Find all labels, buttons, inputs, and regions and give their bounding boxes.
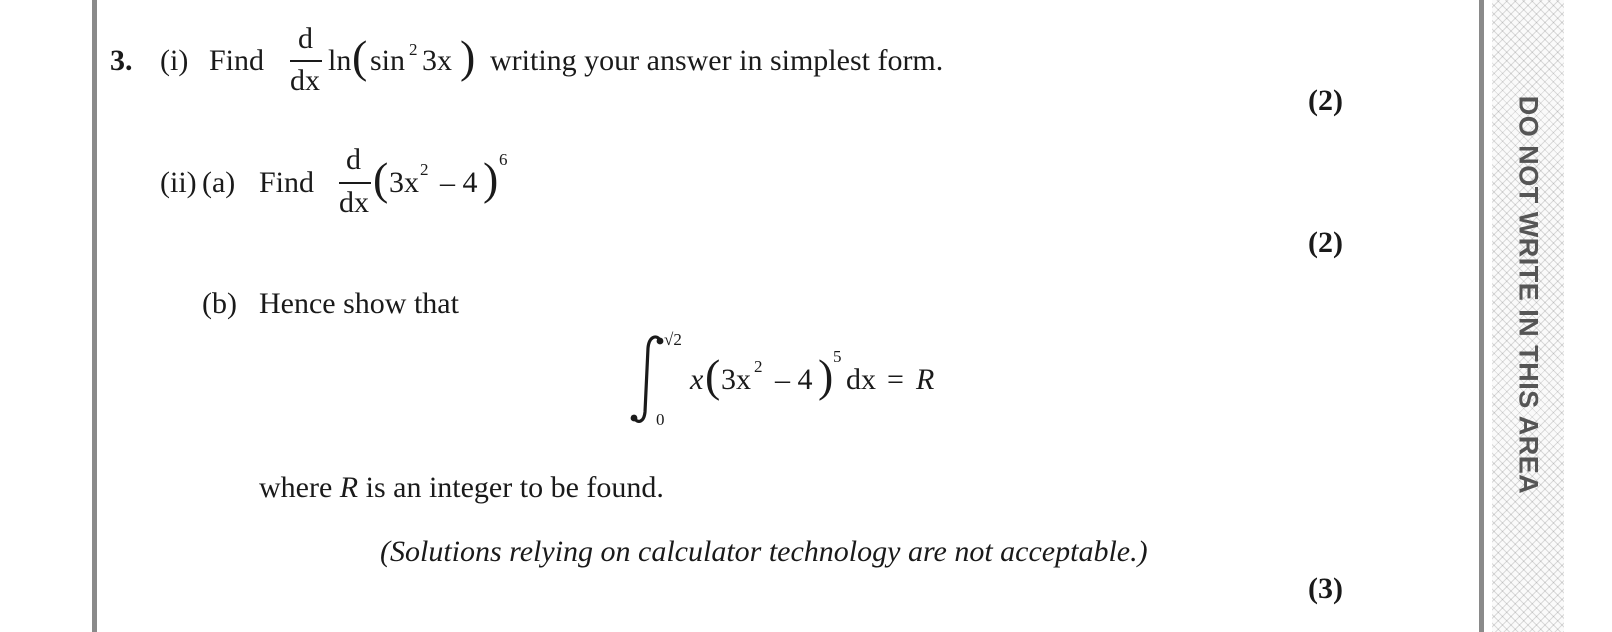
part-ii-label: (ii) bbox=[160, 166, 197, 199]
where-statement: where R is an integer to be found. bbox=[259, 471, 664, 504]
part-i-instruction: writing your answer in simplest form. bbox=[490, 44, 944, 77]
part-ii-a-dx-denominator: dx bbox=[339, 186, 369, 219]
part-ii-a-outer-power: 6 bbox=[499, 150, 508, 169]
part-i-argument: 3x bbox=[422, 44, 452, 77]
part-i-label: (i) bbox=[160, 44, 189, 77]
part-ii-a-inner-power: 2 bbox=[420, 160, 429, 179]
integrand-outer-power: 5 bbox=[833, 347, 842, 366]
part-i-find: Find bbox=[209, 44, 265, 77]
integral-upper-limit: √2 bbox=[664, 330, 682, 349]
do-not-write-notice: DO NOT WRITE IN THIS AREA bbox=[1513, 95, 1544, 495]
part-i-dx-denominator: dx bbox=[290, 64, 320, 97]
integrand-close-paren: ) bbox=[818, 350, 834, 401]
integrand-inner-rest: – 4 bbox=[775, 363, 813, 396]
right-margin-border bbox=[1479, 0, 1484, 632]
part-i-marks: (2) bbox=[1308, 84, 1343, 117]
part-ii-b-marks: (3) bbox=[1308, 572, 1343, 605]
calculator-note: (Solutions relying on calculator technology are not acceptable.) bbox=[380, 535, 1148, 568]
question-number: 3. bbox=[110, 44, 133, 77]
integral-lower-limit: 0 bbox=[656, 410, 665, 429]
part-ii-a-inner-rest: – 4 bbox=[440, 166, 478, 199]
integrand-inner-power: 2 bbox=[754, 357, 763, 376]
part-i-d-numerator: d bbox=[298, 22, 313, 55]
integrand-dx: dx bbox=[846, 363, 876, 396]
result-r: R bbox=[916, 363, 935, 396]
part-ii-a-open-paren: ( bbox=[373, 153, 389, 204]
part-i-fraction-bar bbox=[290, 60, 322, 62]
part-ii-b-intro: Hence show that bbox=[259, 287, 459, 320]
part-i-open-paren: ( bbox=[352, 31, 368, 82]
part-ii-a-label: (a) bbox=[202, 166, 236, 199]
part-ii-a-marks: (2) bbox=[1308, 226, 1343, 259]
part-ii-a-close-paren: ) bbox=[483, 153, 499, 204]
integrand-x: x bbox=[690, 363, 704, 396]
part-i-sin-power: 2 bbox=[409, 40, 418, 59]
part-i-close-paren: ) bbox=[460, 31, 476, 82]
part-ii-b-label: (b) bbox=[202, 287, 237, 320]
integrand-open-paren: ( bbox=[705, 350, 721, 401]
part-ii-a-inner-term: 3x bbox=[389, 166, 419, 199]
part-ii-a-find: Find bbox=[259, 166, 315, 199]
integrand-inner-term: 3x bbox=[721, 363, 751, 396]
part-ii-a-d-numerator: d bbox=[346, 143, 361, 176]
part-i-ln: ln bbox=[328, 44, 352, 77]
part-i-sin: sin bbox=[370, 44, 406, 77]
left-margin-border bbox=[92, 0, 97, 632]
part-ii-a-fraction-bar bbox=[339, 182, 371, 184]
equals-sign: = bbox=[887, 363, 904, 396]
